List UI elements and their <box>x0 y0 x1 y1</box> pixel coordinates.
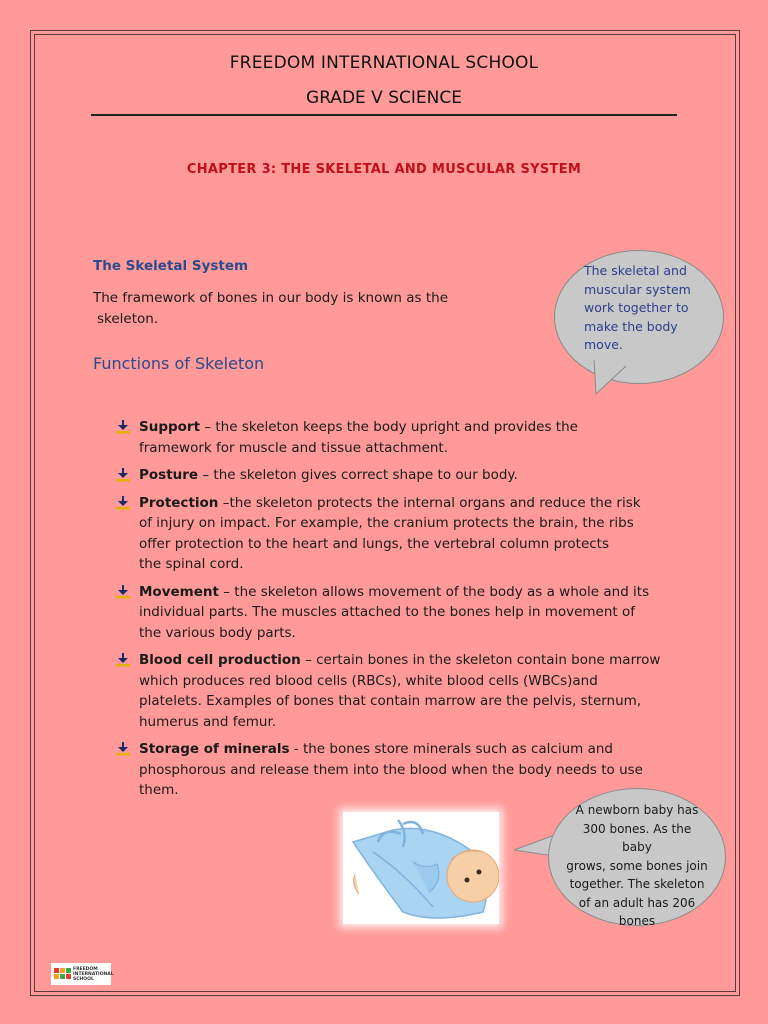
function-text: individual parts. The muscles attached to the bones help in movement of <box>139 604 636 620</box>
function-text: of injury on impact. For example, the cranium protects the brain, the ribs <box>139 515 634 531</box>
function-text: them. <box>139 782 179 798</box>
chapter-title: CHAPTER 3: THE SKELETAL AND MUSCULAR SYSTEM <box>186 162 582 177</box>
function-text: framework for muscle and tissue attachment. <box>139 439 449 456</box>
skeletal-system-definition <box>93 288 493 330</box>
logo-square <box>54 974 59 979</box>
speech-bubble-top-text <box>584 262 704 355</box>
logo-square <box>60 968 65 973</box>
bubble-line: work together to <box>584 300 689 315</box>
logo-square <box>66 974 71 979</box>
bubble-line: muscular system <box>584 281 691 297</box>
bubble-line: bones <box>618 914 656 928</box>
function-term: Posture <box>139 467 199 483</box>
list-item-support <box>116 417 676 458</box>
logo-text: INTERNATIONAL <box>73 972 114 977</box>
definition-line: skeleton. <box>97 311 159 327</box>
function-term: Storage of minerals <box>139 741 290 757</box>
function-text: – certain bones in the skeleton contain bone marrow <box>300 652 661 668</box>
arrow-bullet-icon <box>116 653 130 667</box>
bubble-line: 300 bones. As the baby <box>582 821 692 854</box>
function-text: – the skeleton allows movement of the body as a whole and its <box>218 583 650 600</box>
function-term: Movement <box>139 583 219 600</box>
grade-title: GRADE V SCIENCE <box>306 88 462 108</box>
bubble-line: of an adult has 206 <box>578 895 696 910</box>
arrow-bullet-icon <box>116 496 130 510</box>
function-text: - the bones store minerals such as calcium and <box>289 741 613 757</box>
arrow-bullet-icon <box>116 420 130 434</box>
definition-line: The framework of bones in our body is known as the <box>93 290 448 306</box>
logo-text: FREEDOM <box>73 967 98 972</box>
bubble-line: together. The skeleton <box>569 877 705 891</box>
function-text: phosphorous and release them into the blood when the body needs to use <box>139 761 643 778</box>
arrow-bullet-icon <box>116 585 130 599</box>
logo-square <box>60 974 65 979</box>
function-text: platelets. Examples of bones that contain marrow are the pelvis, sternum, <box>139 693 642 709</box>
function-text: –the skeleton protects the internal organs and reduce the risk <box>218 494 641 511</box>
function-text: the various body parts. <box>139 624 296 641</box>
skeletal-system-heading: The Skeletal System <box>93 258 249 274</box>
logo-square <box>66 968 71 973</box>
list-item-blood-cell-production <box>116 650 676 732</box>
arrow-bullet-icon <box>116 468 130 482</box>
school-name: FREEDOM INTERNATIONAL SCHOOL <box>229 53 539 73</box>
function-term: Blood cell production <box>139 652 301 668</box>
arrow-bullet-icon <box>116 742 130 756</box>
speech-bubble-tail-icon <box>590 360 634 398</box>
list-item-storage-of-minerals <box>116 739 676 801</box>
bubble-line: The skeletal and <box>584 263 687 278</box>
logo-text: SCHOOL <box>73 977 94 982</box>
bubble-line: make the body <box>584 318 678 334</box>
list-item-posture <box>116 465 676 486</box>
speech-bubble-bottom-text <box>566 801 708 931</box>
school-logo <box>51 963 114 985</box>
swaddled-baby-icon <box>343 812 499 924</box>
bubble-line: move. <box>584 337 623 352</box>
function-term: Protection <box>139 494 219 511</box>
function-term: Support <box>139 419 201 435</box>
list-item-movement <box>116 582 676 644</box>
functions-heading: Functions of Skeleton <box>93 354 265 373</box>
function-text: which produces red blood cells (RBCs), white blood cells (WBCs)and <box>139 672 598 689</box>
header-rule <box>91 114 677 116</box>
logo-square <box>54 968 59 973</box>
list-item-protection <box>116 493 676 575</box>
function-text: offer protection to the heart and lungs, the vertebral column protects <box>139 535 610 552</box>
function-text: – the skeleton keeps the body upright and provides the <box>200 419 578 435</box>
function-text: the spinal cord. <box>139 556 244 572</box>
function-text: humerus and femur. <box>139 713 277 730</box>
bubble-line: grows, some bones join <box>566 858 708 873</box>
baby-illustration <box>343 812 499 924</box>
function-text: – the skeleton gives correct shape to our body. <box>198 467 518 483</box>
functions-list <box>116 417 676 808</box>
bubble-line: A newborn baby has <box>575 803 699 817</box>
